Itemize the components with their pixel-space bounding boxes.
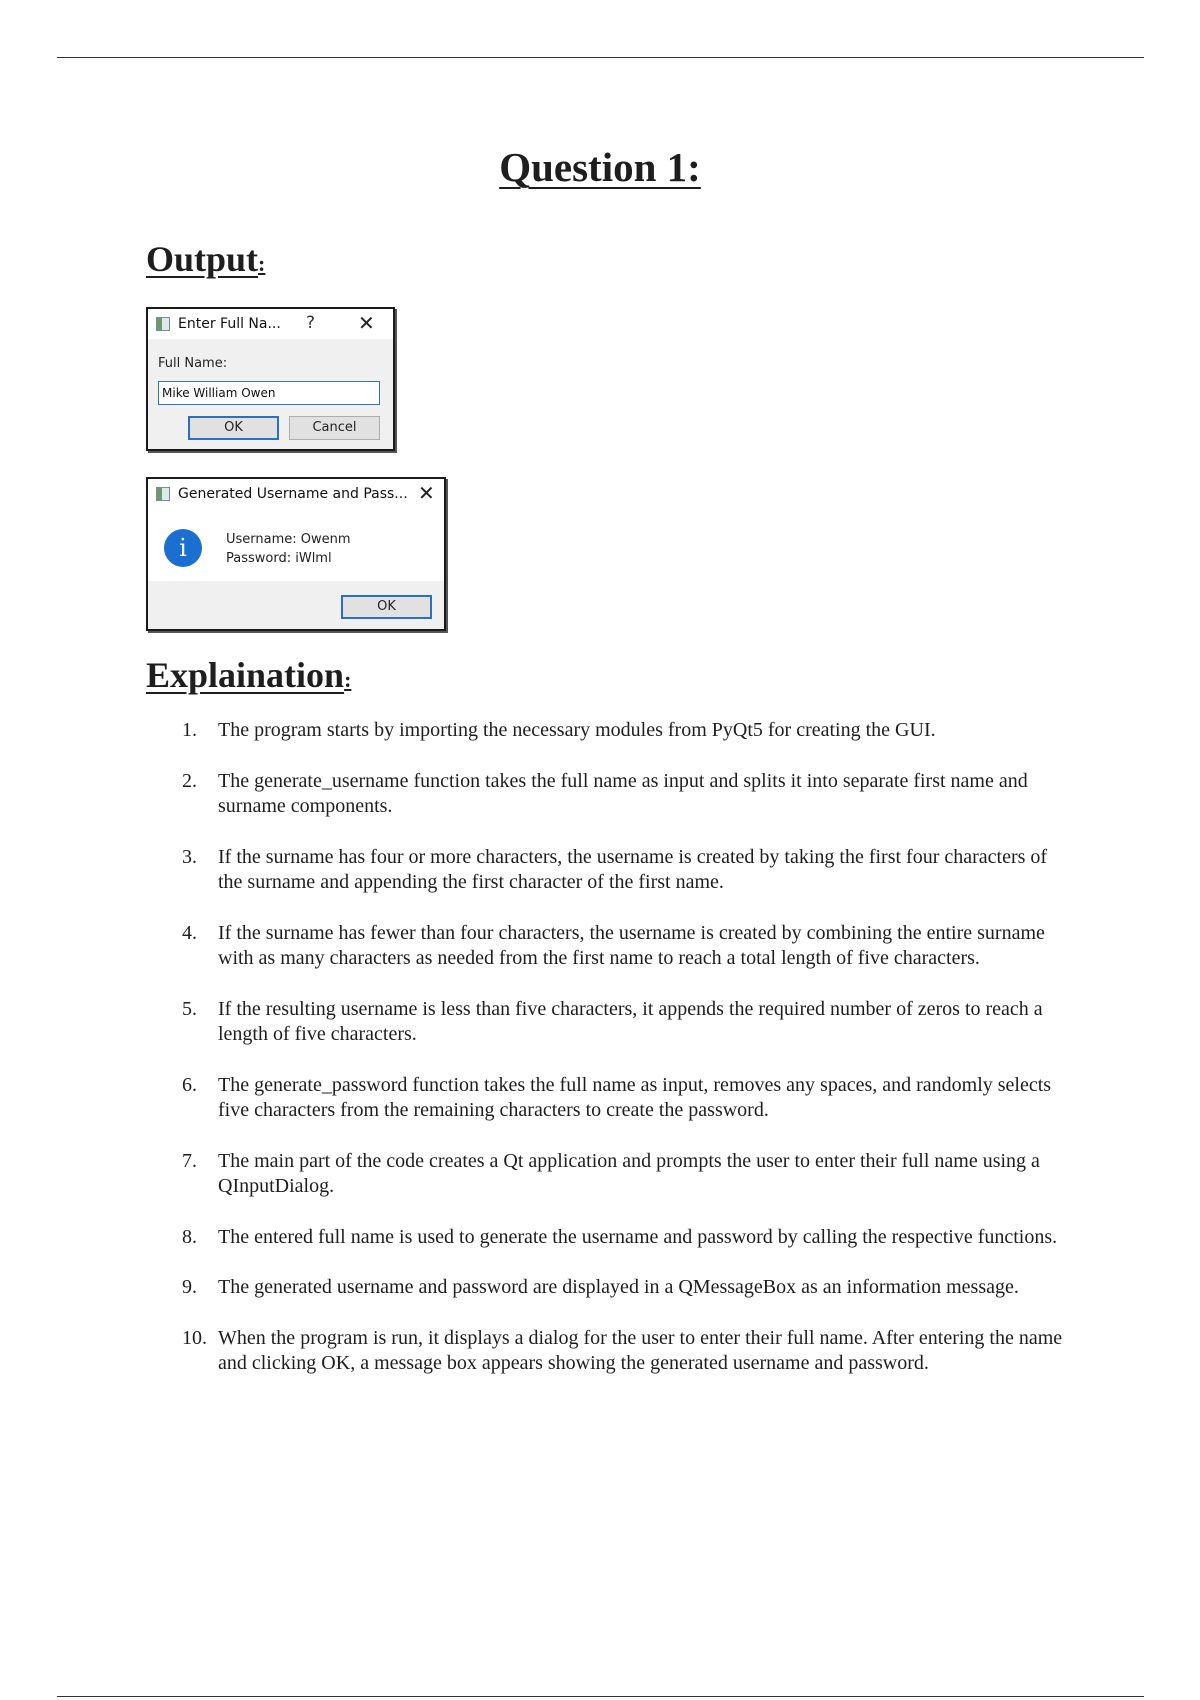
item-text: If the surname has fewer than four characters, the username is created by combining the entire surname with as many characters as needed from the first name to reach a total length of five characters. (218, 921, 1045, 969)
item-text: The main part of the code creates a Qt application and prompts the user to enter their full name using a QInputDialog. (218, 1149, 1040, 1197)
full-name-label: Full Name: (158, 356, 228, 371)
item-text: The generate_password function takes the full name as input, removes any spaces, and randomly selects five characters from the remaining characters to create the password. (218, 1073, 1052, 1121)
item-text: The generate_username function takes the full name as input and splits it into separate first name and surname components. (218, 769, 1028, 817)
item-text: The entered full name is used to generate the username and password by calling the respective functions. (218, 1225, 1058, 1248)
message-dialog-screenshot (146, 477, 446, 631)
output-heading: Output: (146, 239, 266, 279)
close-icon[interactable]: ✕ (358, 311, 375, 335)
input-dialog-titlebar (148, 309, 393, 339)
list-item (146, 769, 1066, 820)
list-item (146, 1225, 1066, 1251)
item-number: 7. (182, 1149, 197, 1172)
page-title: Question 1: (499, 144, 701, 190)
app-window-icon (156, 317, 170, 331)
top-rule (57, 57, 1144, 58)
item-number: 8. (182, 1225, 197, 1248)
item-text: When the program is run, it displays a dialog for the user to enter their full name. After entering the name and clicking OK, a message box appears showing the generated username and password. (218, 1326, 1063, 1374)
item-number: 6. (182, 1073, 197, 1096)
item-number: 3. (182, 845, 197, 868)
message-ok-button[interactable]: OK (341, 595, 432, 619)
item-number: 1. (182, 719, 197, 741)
list-item (146, 1275, 1066, 1301)
list-item (146, 718, 1066, 744)
input-dialog-title: Enter Full Na... (178, 316, 281, 332)
full-name-input[interactable]: Mike William Owen (158, 381, 380, 405)
item-number: 4. (182, 921, 197, 944)
message-body (148, 509, 444, 581)
username-line: Username: Owenm (226, 532, 351, 547)
list-item (146, 845, 1066, 896)
app-window-icon (156, 487, 170, 501)
input-dialog-screenshot (146, 307, 395, 451)
help-icon[interactable]: ? (306, 313, 316, 333)
item-number: 5. (182, 997, 197, 1020)
ok-button[interactable]: OK (188, 416, 279, 440)
close-icon[interactable]: ✕ (418, 481, 435, 505)
item-text: The generated username and password are displayed in a QMessageBox as an information message. (218, 1276, 1019, 1298)
message-dialog-title: Generated Username and Pass... (178, 486, 408, 502)
item-text: If the surname has four or more characters, the username is created by taking the first four characters of the surname and appending the first character of the first name. (218, 845, 1048, 893)
explanation-list (146, 718, 1066, 1402)
password-line: Password: iWlml (226, 551, 332, 566)
list-item (146, 921, 1066, 972)
bottom-rule (57, 1696, 1144, 1697)
explanation-heading: Explaination: (146, 655, 352, 695)
item-text: The program starts by importing the necessary modules from PyQt5 for creating the GUI. (218, 719, 936, 741)
list-item (146, 997, 1066, 1048)
information-icon: i (164, 529, 202, 567)
cancel-button[interactable]: Cancel (289, 416, 380, 440)
list-item (146, 1073, 1066, 1124)
list-item (146, 1149, 1066, 1200)
item-number: 9. (182, 1276, 197, 1298)
item-number: 2. (182, 769, 197, 792)
message-dialog-titlebar (148, 479, 444, 509)
item-text: If the resulting username is less than five characters, it appends the required number of zeros to reach a length of five characters. (218, 997, 1043, 1045)
item-number: 10. (182, 1326, 207, 1349)
list-item (146, 1326, 1066, 1377)
